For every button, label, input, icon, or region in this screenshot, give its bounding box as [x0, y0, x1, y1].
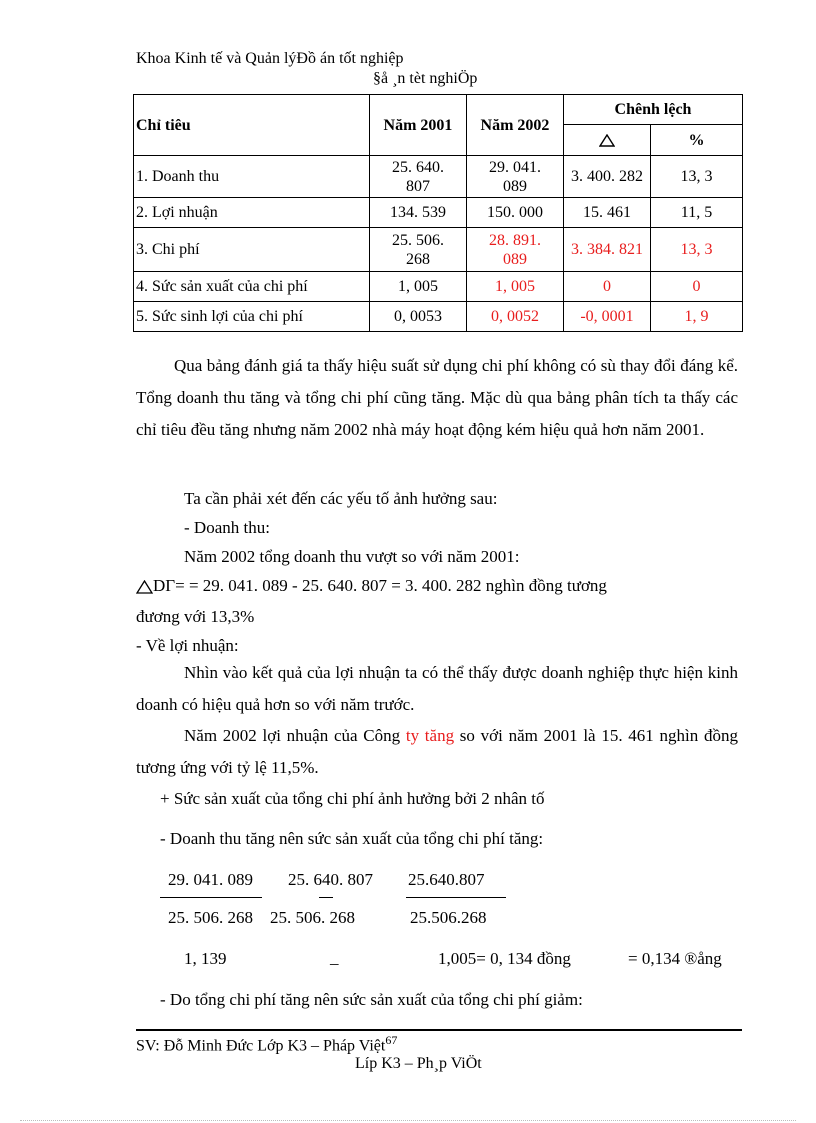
table-row: [134, 272, 743, 302]
cost-productivity-factors: + Sức sản xuất của tổng chi phí ảnh hưởng bởi 2 nhân tố: [160, 789, 545, 808]
cell-percent: 13, 3: [651, 156, 743, 198]
profit-growth-text-b: so với năm 2001 là 15. 461 nghìn đồng tương ứng với tỷ lệ 11,5%.: [136, 726, 738, 777]
revenue-formula-text: DΓ= = 29. 041. 089 - 25. 640. 807 = 3. 400. 282 nghìn đồng tương: [153, 576, 607, 595]
cost-effect-heading: - Do tổng chi phí tăng nên sức sản xuất của tổng chi phí giảm:: [160, 990, 583, 1009]
cell-2002: 1, 005: [467, 272, 564, 302]
page-bottom-divider: [20, 1120, 796, 1121]
cell-percent: 1, 9: [651, 302, 743, 332]
result-3: = 0,134 ®ång: [628, 949, 722, 968]
result-minus: _: [330, 948, 339, 967]
header-year-2002: Năm 2002: [467, 95, 564, 156]
result-1: 1, 139: [184, 949, 227, 968]
denominator-2: 25. 506. 268: [270, 908, 355, 927]
cell-2002: 29. 041. 089: [467, 156, 564, 198]
revenue-heading: - Doanh thu:: [184, 518, 270, 537]
header-legacy-line: §å ¸n tèt nghiÖp: [373, 70, 478, 87]
row-name: 1. Doanh thu: [134, 156, 370, 198]
row-name: 2. Lợi nhuận: [134, 198, 370, 228]
profit-heading: - Về lợi nhuận:: [136, 636, 239, 655]
cell-2001: 25. 640. 807: [370, 156, 467, 198]
header-delta: [564, 125, 651, 156]
revenue-percent: đương với 13,3%: [136, 607, 255, 626]
numerator-1: 29. 041. 089: [168, 870, 253, 889]
fraction-bar-1: [160, 897, 262, 898]
paragraph-profit: Nhìn vào kết quả của lợi nhuận ta có thể thấy được doanh nghiệp thực hiện kinh doanh có hiệu quả hơn so với năm trước.: [136, 663, 738, 714]
comparison-table: [133, 94, 743, 332]
header-percent: %: [651, 125, 743, 156]
cell-2001: 0, 0053: [370, 302, 467, 332]
cell-percent: 11, 5: [651, 198, 743, 228]
revenue-statement: Năm 2002 tổng doanh thu vượt so với năm 2001:: [184, 547, 520, 566]
row-name: 4. Sức sản xuất của chi phí: [134, 272, 370, 302]
footer-student-text: SV: Đỗ Minh Đức Lớp K3 – Pháp Việt: [136, 1037, 386, 1055]
revenue-effect-heading: - Doanh thu tăng nên sức sản xuất của tổng chi phí tăng:: [160, 829, 544, 848]
footer-legacy-line: Líp K3 – Ph¸p ViÖt: [355, 1055, 482, 1072]
row-name: 3. Chi phí: [134, 228, 370, 272]
table-row: [134, 302, 743, 332]
header-year-2001: Năm 2001: [370, 95, 467, 156]
revenue-formula: [136, 576, 738, 596]
cell-delta: 15. 461: [564, 198, 651, 228]
cell-percent: 13, 3: [651, 228, 743, 272]
paragraph-profit-growth: [136, 720, 738, 784]
header-difference: Chênh lệch: [564, 95, 743, 125]
paragraph-efficiency: Qua bảng đánh giá ta thấy hiệu suất sử dụng chi phí không có sù thay đổi đáng kể. Tổng doanh thu tăng và tổng chi phí cũng tăng. Mặc dù qua bảng phân tích ta thấy các chỉ tiêu đều tăng nhưng năm 2002 nhà máy hoạt động kém hiệu quả hơn năm 2001.: [136, 356, 738, 439]
fraction-bar-3: [406, 897, 506, 898]
table-row: [134, 228, 743, 272]
header-faculty-line: Khoa Kinh tế và Quản lýĐồ án tốt nghiệp: [136, 50, 404, 67]
table-row: [134, 156, 743, 198]
result-2: 1,005= 0, 134 đồng: [438, 949, 571, 968]
triangle-icon: [599, 134, 615, 147]
footer-rule: [136, 1029, 742, 1031]
denominator-3: 25.506.268: [410, 908, 487, 927]
cell-delta: -0, 0001: [564, 302, 651, 332]
cell-delta: 0: [564, 272, 651, 302]
row-name: 5. Sức sinh lợi của chi phí: [134, 302, 370, 332]
cell-2002: 0, 0052: [467, 302, 564, 332]
page-number: 67: [385, 1033, 398, 1047]
cell-2002: 150. 000: [467, 198, 564, 228]
delta-triangle-icon: [136, 580, 153, 594]
numerator-2: 25. 640. 807: [288, 870, 373, 889]
profit-growth-text-a: Năm 2002 lợi nhuận của Công: [184, 726, 406, 745]
numerator-3: 25.640.807: [408, 870, 485, 889]
header-indicator: Chỉ tiêu: [134, 95, 370, 156]
denominator-1: 25. 506. 268: [168, 908, 253, 927]
table-row: [134, 198, 743, 228]
cell-2001: 1, 005: [370, 272, 467, 302]
profit-growth-highlight: ty tăng: [405, 726, 455, 745]
fraction-bar-2: [319, 897, 333, 898]
cell-2001: 25. 506. 268: [370, 228, 467, 272]
cell-percent: 0: [651, 272, 743, 302]
factors-intro: Ta cần phải xét đến các yếu tố ảnh hưởng sau:: [184, 489, 498, 508]
cell-2002: 28. 891. 089: [467, 228, 564, 272]
cell-2001: 134. 539: [370, 198, 467, 228]
cell-delta: 3. 400. 282: [564, 156, 651, 198]
cell-delta: 3. 384. 821: [564, 228, 651, 272]
footer-student: [136, 1033, 397, 1055]
